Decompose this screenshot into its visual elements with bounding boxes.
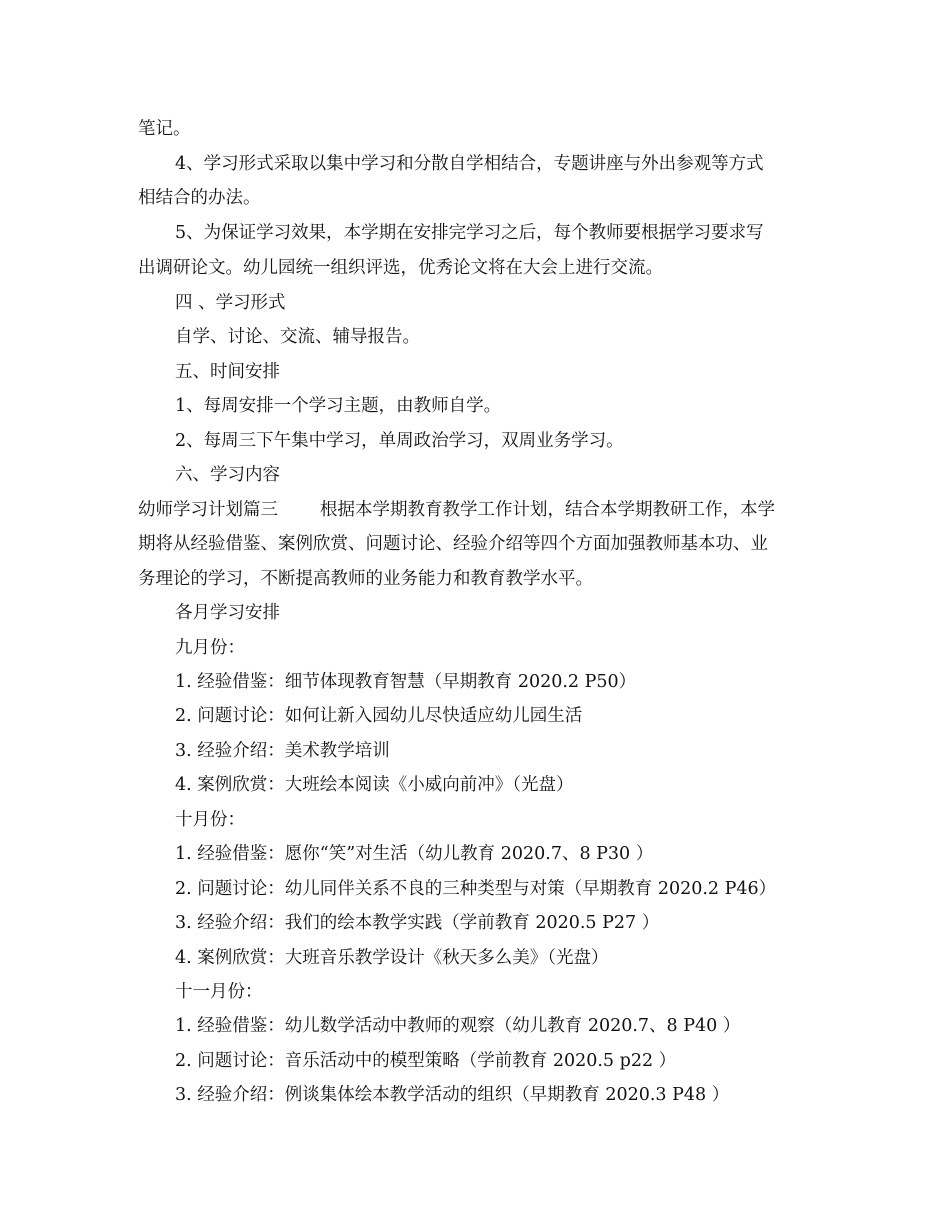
- section-heading: 各月学习安排: [175, 603, 280, 623]
- month-heading: 九月份：: [175, 638, 245, 658]
- month-heading: 十一月份：: [175, 982, 263, 1002]
- list-item: 2. 问题讨论：音乐活动中的模型策略（学前教育 2020.5 p22 ）: [175, 1051, 677, 1071]
- article-title: 幼师学习计划篇三: [138, 500, 278, 520]
- list-item: 2. 问题讨论：幼儿同伴关系不良的三种类型与对策（早期教育 2020.2 P46）: [175, 879, 777, 899]
- list-item: 3. 经验介绍：我们的绘本教学实践（学前教育 2020.5 P27 ）: [175, 913, 660, 933]
- text-line: 笔记。: [138, 119, 191, 139]
- list-item: 1. 经验借鉴：幼儿数学活动中教师的观察（幼儿教育 2020.7、8 P40 ）: [175, 1016, 741, 1036]
- section-heading: 四 、学习形式: [175, 293, 286, 313]
- list-item: 2. 问题讨论：如何让新入园幼儿尽快适应幼儿园生活: [175, 706, 583, 726]
- list-item: 1. 经验借鉴：愿你“笑”对生活（幼儿教育 2020.7、8 P30 ）: [175, 844, 654, 864]
- section-heading: 五、时间安排: [175, 362, 280, 382]
- month-heading: 十月份：: [175, 810, 245, 830]
- text-line: 出调研论文。幼儿园统一组织评选，优秀论文将在大会上进行交流。: [138, 258, 663, 278]
- list-item: 4. 案例欣赏：大班音乐教学设计《秋天多么美》（光盘）: [175, 948, 609, 968]
- text-line: 期将从经验借鉴、案例欣赏、问题讨论、经验介绍等四个方面加强教师基本功、业: [138, 534, 768, 554]
- list-item: 3. 经验介绍：例谈集体绘本教学活动的组织（早期教育 2020.3 P48 ）: [175, 1085, 730, 1105]
- text-line: [138, 498, 818, 522]
- text-line: 5、为保证学习效果，本学期在安排完学习之后，每个教师要根据学习要求写: [175, 223, 764, 243]
- text-line: 4、学习形式采取以集中学习和分散自学相结合，专题讲座与外出参观等方式: [175, 154, 764, 174]
- section-heading: 六、学习内容: [175, 465, 280, 485]
- text-line: 务理论的学习，不断提高教师的业务能力和教育教学水平。: [138, 569, 593, 589]
- paragraph-start: 根据本学期教育教学工作计划，结合本学期教研工作，本学: [320, 500, 775, 520]
- list-item: 3. 经验介绍：美术教学培训: [175, 741, 390, 761]
- list-item: 4. 案例欣赏：大班绘本阅读《小威向前冲》（光盘）: [175, 775, 574, 795]
- text-line: 相结合的办法。: [138, 188, 261, 208]
- text-line: 1、每周安排一个学习主题，由教师自学。: [175, 396, 502, 416]
- list-item: 1. 经验借鉴：细节体现教育智慧（早期教育 2020.2 P50）: [175, 672, 637, 692]
- text-line: 自学、讨论、交流、辅导报告。: [175, 327, 420, 347]
- text-line: 2、每周三下午集中学习，单周政治学习，双周业务学习。: [175, 431, 624, 451]
